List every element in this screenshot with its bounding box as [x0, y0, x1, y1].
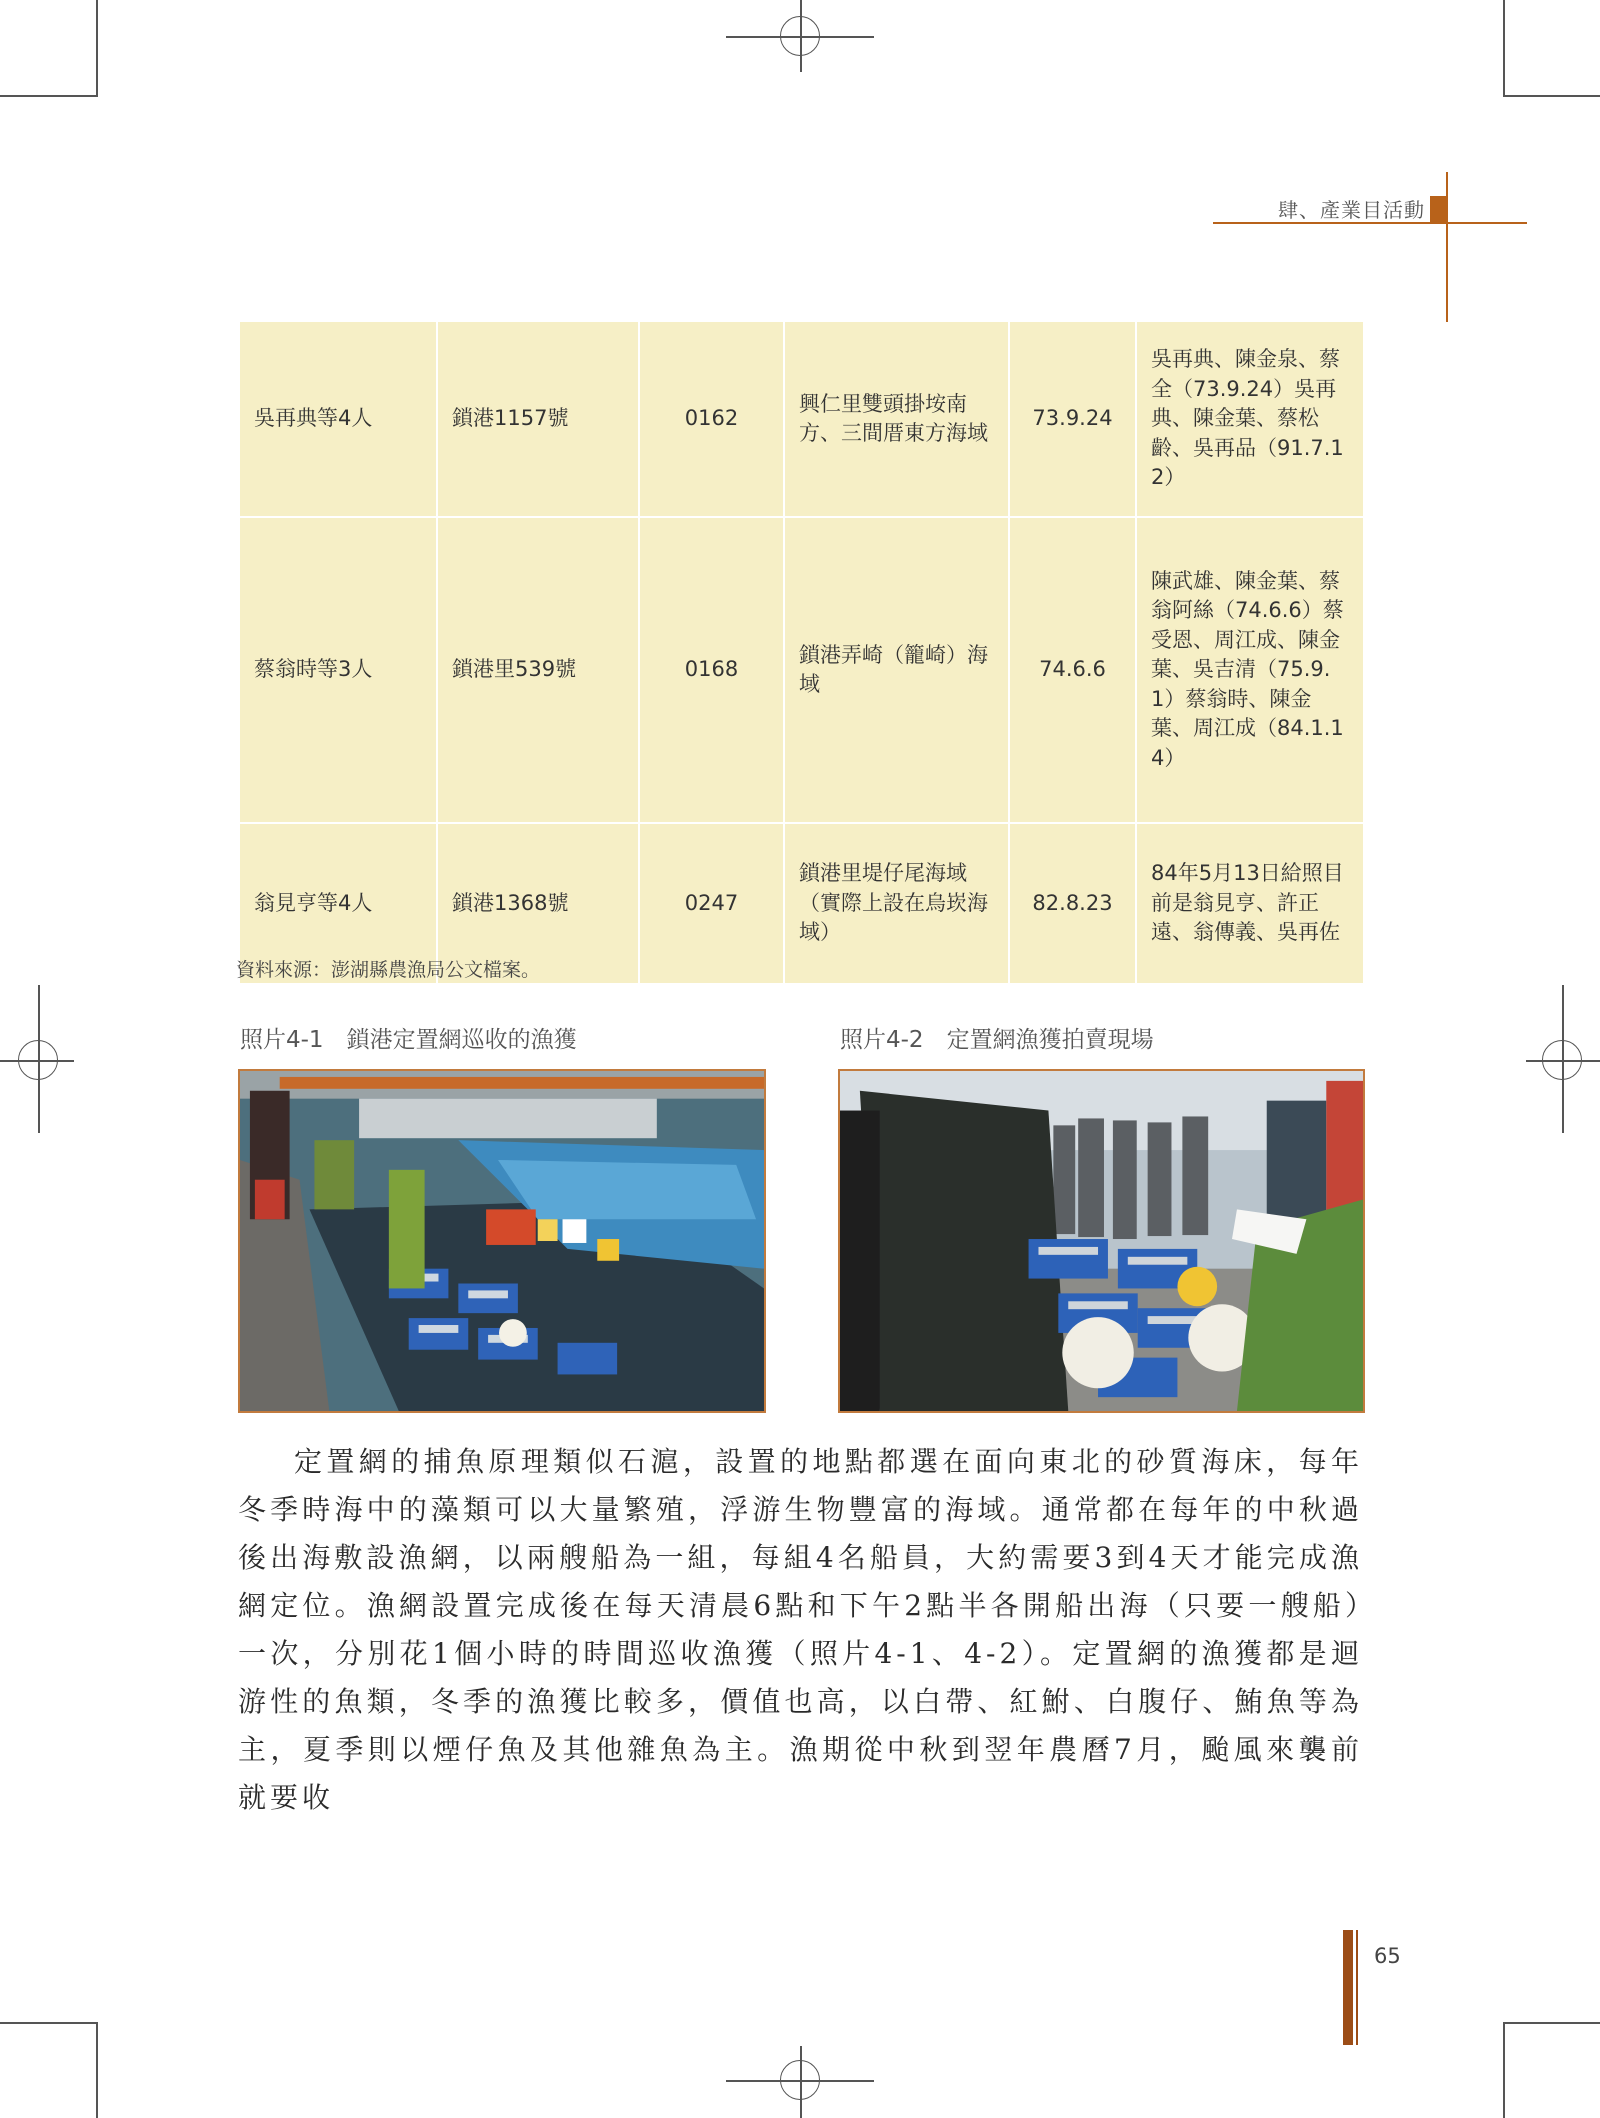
cell-location: 鎖港弄崎（籠崎）海域 [784, 517, 1009, 823]
registration-mark [1562, 985, 1564, 1133]
cell-date: 82.8.23 [1009, 823, 1136, 984]
cell-location: 興仁里雙頭掛垵南方、三間厝東方海域 [784, 321, 1009, 517]
registration-mark [1526, 1060, 1600, 1062]
registration-mark [0, 1060, 74, 1062]
crop-mark [1503, 0, 1505, 97]
cell-holder: 吳再典等4人 [239, 321, 437, 517]
photo-boat-catch-image [240, 1071, 764, 1411]
crop-mark [96, 2022, 98, 2118]
registration-mark [38, 985, 40, 1133]
cell-code: 0162 [639, 321, 784, 517]
cell-code: 0247 [639, 823, 784, 984]
page-number-rule [1356, 1930, 1358, 2045]
cell-location: 鎖港里堤仔尾海域（實際上設在烏崁海域） [784, 823, 1009, 984]
cell-history: 吳再典、陳金泉、蔡全（73.9.24）吳再典、陳金葉、蔡松齡、吳再品（91.7.12） [1136, 321, 1364, 517]
cell-date: 73.9.24 [1009, 321, 1136, 517]
crop-mark [0, 2022, 97, 2024]
header-accent-block [1430, 196, 1446, 222]
body-paragraph: 定置網的捕魚原理類似石滬，設置的地點都選在面向東北的砂質海床，每年冬季時海中的藻類可以大量繁殖，浮游生物豐富的海域。通常都在每年的中秋過後出海敷設漁網，以兩艘船為一組，每組4名船員，大約需要3到4天才能完成漁網定位。漁網設置完成後在每天清晨6點和下午2點半各開船出海（只要一艘船）一次，分別花1個小時的時間巡收漁獲（照片4-1、4-2）。定置網的漁獲都是迴游性的魚類，冬季的漁獲比較多，價值也高，以白帶、紅鮒、白腹仔、鮪魚等為主，夏季則以煙仔魚及其他雜魚為主。漁期從中秋到翌年農曆7月，颱風來襲前就要收 [238, 1445, 1363, 1814]
crop-mark [1503, 2022, 1505, 2118]
photo-boat-catch [238, 1069, 766, 1413]
header-rule-vertical [1446, 172, 1448, 322]
registration-mark [800, 2046, 802, 2118]
registration-mark [726, 2080, 874, 2082]
crop-mark [1503, 95, 1600, 97]
header-rule [1213, 222, 1527, 224]
photo-caption-2: 照片4-2 定置網漁獲拍賣現場 [840, 1027, 1154, 1053]
cell-license: 鎖港里539號 [437, 517, 639, 823]
cell-code: 0168 [639, 517, 784, 823]
running-head: 肆、產業目活動 [1278, 198, 1425, 222]
photo-fish-auction-image [840, 1071, 1363, 1411]
crop-mark [1503, 2022, 1600, 2024]
page-number: 65 [1374, 1944, 1401, 1968]
fixed-net-license-table [238, 320, 1365, 985]
table-row [239, 517, 1364, 823]
table-row [239, 321, 1364, 517]
crop-mark [96, 0, 98, 97]
photo-fish-auction [838, 1069, 1365, 1413]
crop-mark [0, 95, 97, 97]
cell-history: 84年5月13日給照目前是翁見亨、許正遠、翁傳義、吳再佐 [1136, 823, 1364, 984]
cell-history: 陳武雄、陳金葉、蔡翁阿絲（74.6.6）蔡受恩、周江成、陳金葉、吳吉清（75.9.1）蔡翁時、陳金葉、周江成（84.1.14） [1136, 517, 1364, 823]
table-source-note: 資料來源：澎湖縣農漁局公文檔案。 [236, 959, 541, 981]
cell-license: 鎖港1157號 [437, 321, 639, 517]
cell-holder: 蔡翁時等3人 [239, 517, 437, 823]
cell-license: 鎖港1368號 [437, 823, 639, 984]
registration-mark [726, 36, 874, 38]
page-number-bar [1343, 1930, 1353, 2045]
cell-date: 74.6.6 [1009, 517, 1136, 823]
cell-holder: 翁見亨等4人 [239, 823, 437, 984]
photo-caption-1: 照片4-1 鎖港定置網巡收的漁獲 [240, 1027, 577, 1053]
